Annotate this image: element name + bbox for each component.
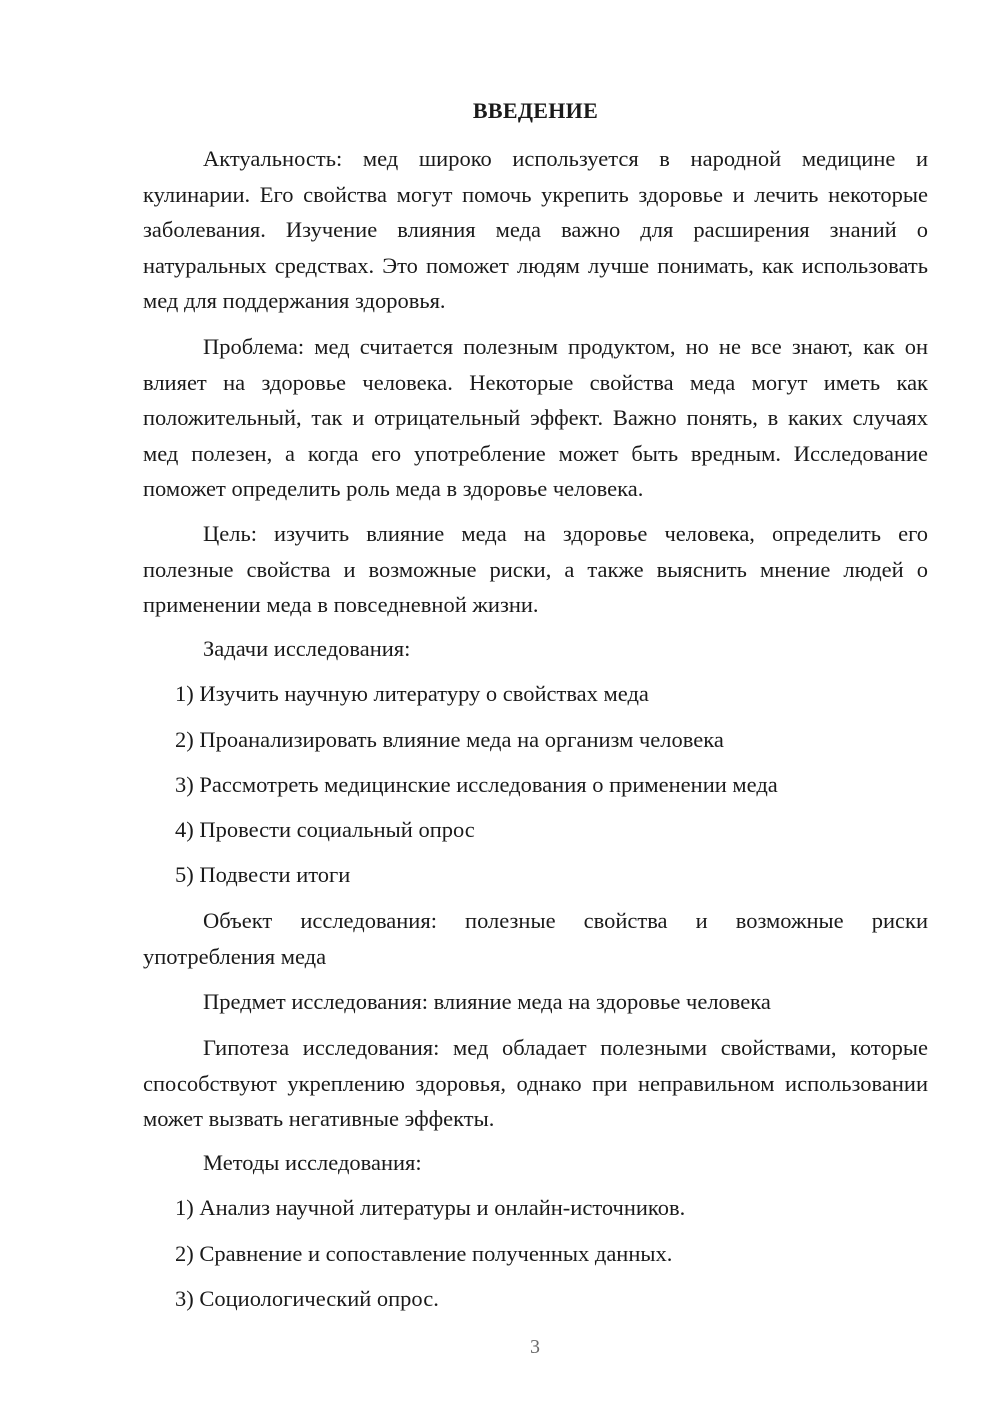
problem-paragraph: Проблема: мед считается полезным продуктом, но не все знают, как он влияет на здоровье человека. Некоторые свойства меда могут иметь как положительный, так и отрицательный эффект. Важно понять, в каких случаях мед полезен, а когда его употребление может быть вредным. Исследование поможет определить роль меда в здоровье человека. [143,334,928,501]
page-number: 3 [530,1336,540,1358]
tasks-heading: Задачи исследования: [203,636,411,661]
task-item: 4) Провести социальный опрос [175,817,475,842]
task-item: 2) Проанализировать влияние меда на организм человека [175,727,724,752]
subject-paragraph: Предмет исследования: влияние меда на здоровье человека [203,989,771,1014]
task-item: 5) Подвести итоги [175,862,351,887]
task-item: 1) Изучить научную литературу о свойствах меда [175,681,649,706]
method-item: 2) Сравнение и сопоставление полученных данных. [175,1241,673,1266]
task-item: 3) Рассмотреть медицинские исследования о применении меда [175,772,778,797]
method-item: 3) Социологический опрос. [175,1286,439,1311]
methods-heading: Методы исследования: [203,1150,422,1175]
object-paragraph: Объект исследования: полезные свойства и возможные риски употребления меда [143,908,928,969]
relevance-paragraph: Актуальность: мед широко используется в народной медицине и кулинарии. Его свойства могут помочь укрепить здоровье и лечить некоторые заболевания. Изучение влияния меда важно для расширения знаний о натуральных средствах. Это поможет людям лучше понимать, как использовать мед для поддержания здоровья. [143,146,928,313]
goal-paragraph: Цель: изучить влияние меда на здоровье человека, определить его полезные свойства и возможные риски, а также выяснить мнение людей о применении меда в повседневной жизни. [143,521,928,617]
hypothesis-paragraph: Гипотеза исследования: мед обладает полезными свойствами, которые способствуют укреплению здоровья, однако при неправильном использовании может вызвать негативные эффекты. [143,1035,928,1131]
section-title: ВВЕДЕНИЕ [472,98,599,123]
method-item: 1) Анализ научной литературы и онлайн-источников. [175,1195,686,1220]
